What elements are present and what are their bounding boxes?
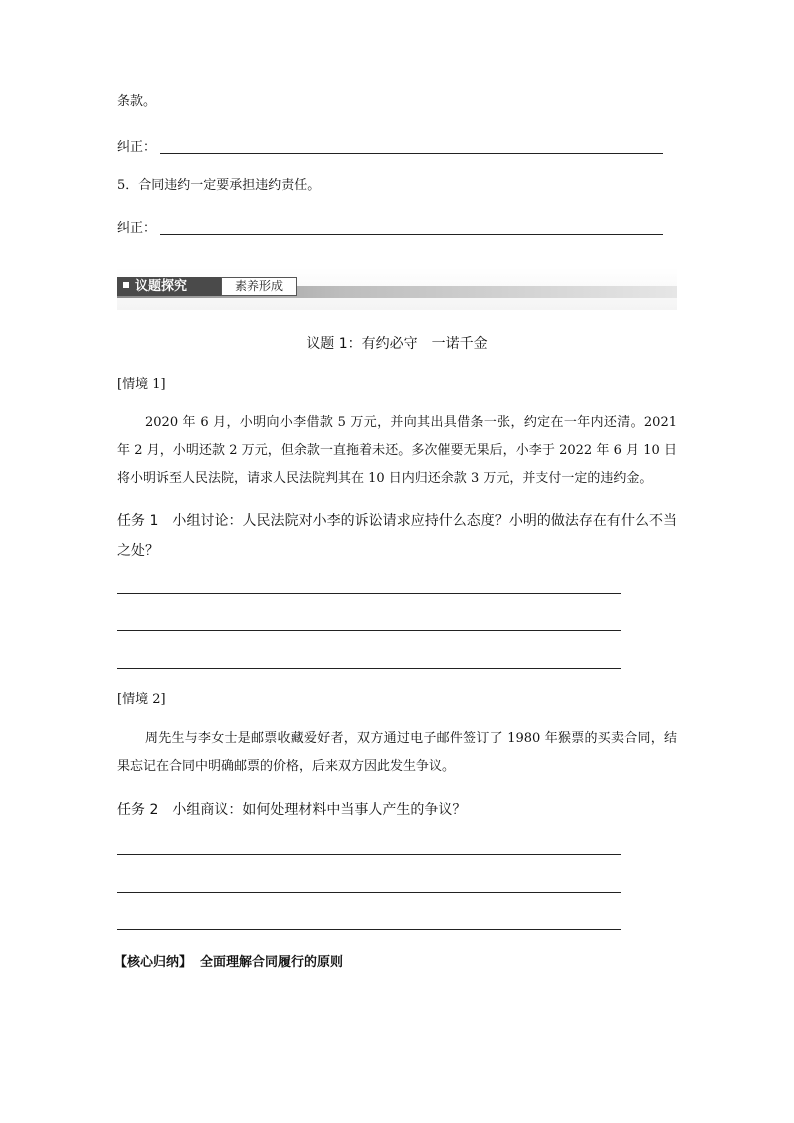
clause-tail-text: 条款。 — [117, 94, 157, 109]
task-2-answer-line-2[interactable] — [117, 892, 621, 893]
square-bullet-icon — [123, 282, 129, 288]
correction-answer-line-1[interactable] — [160, 153, 663, 154]
scenario-1-label: [情境 1] — [117, 377, 166, 392]
scenario-2-label: [情境 2] — [117, 692, 166, 707]
core-summary — [114, 953, 343, 973]
task-2-answer-line-1[interactable] — [117, 854, 621, 855]
task-1-answer-line-1[interactable] — [117, 593, 621, 594]
core-summary-text: 全面理解合同履行的原则 — [200, 955, 344, 970]
core-summary-label: 【核心归纳】 — [114, 955, 193, 970]
correction-label-1: 纠正： — [117, 140, 157, 155]
section-banner-sub: 素养形成 — [221, 277, 297, 296]
correction-label-2: 纠正： — [117, 221, 157, 236]
task-2-question: 任务 2 小组商议：如何处理材料中当事人产生的争议？ — [117, 802, 467, 818]
section-banner-main — [117, 277, 221, 296]
scenario-2-text: 周先生与李女士是邮票收藏爱好者，双方通过电子邮件签订了 1980 年猴票的买卖合同，结果忘记在合同中明确邮票的价格，后来双方因此发生争议。 — [117, 731, 677, 774]
item-5-statement: 5．合同违约一定要承担违约责任。 — [117, 178, 321, 193]
task-2-answer-line-3[interactable] — [117, 929, 621, 930]
task-1-answer-line-3[interactable] — [117, 668, 621, 669]
task-1-answer-line-2[interactable] — [117, 630, 621, 631]
correction-answer-line-2[interactable] — [160, 234, 663, 235]
topic-1-title: 议题 1：有约必守 一诺千金 — [306, 336, 488, 352]
scenario-1-text: 2020 年 6 月，小明向小李借款 5 万元，并向其出具借条一张，约定在一年内还清。2021 年 2 月，小明还款 2 万元，但余款一直拖着未还。多次催要无果后，小李于 2022 年 6 月 10 日将小明诉至人民法院，请求人民法院判其在 10 日内归还余款 3 万元，并支付一定的违约金。 — [117, 415, 677, 486]
task-1-question: 任务 1 小组讨论：人民法院对小李的诉讼请求应持什么态度？小明的做法存在有什么不当之处？ — [117, 513, 677, 559]
section-banner-main-label: 议题探究 — [135, 279, 188, 294]
